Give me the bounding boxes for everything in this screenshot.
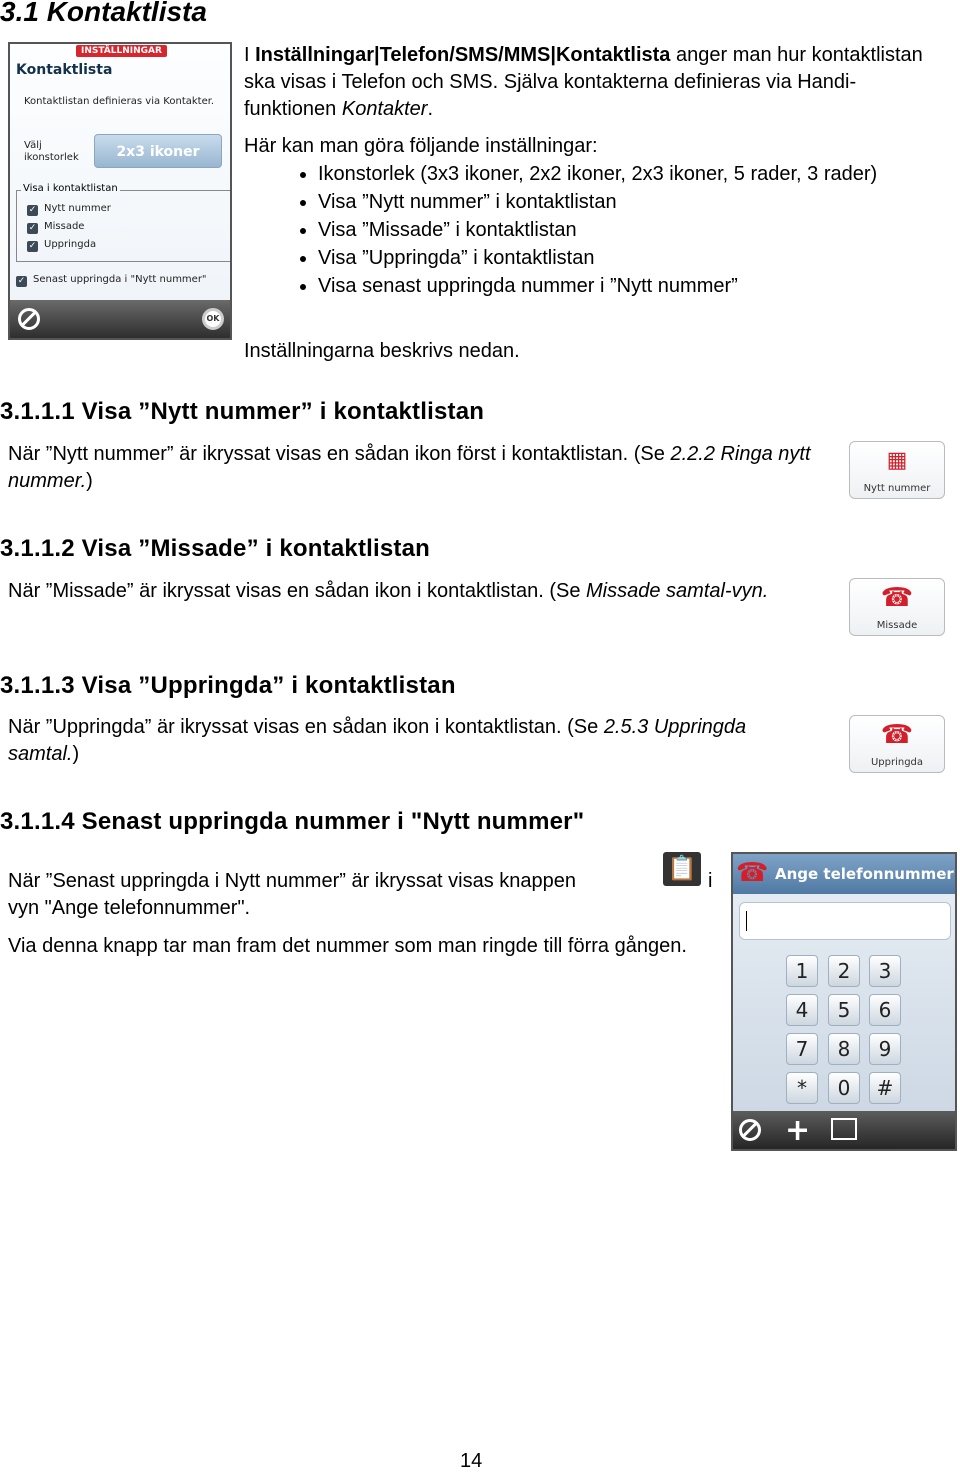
intro-paragraph: I Inställningar|Telefon/SMS/MMS|Kontaktlista anger man hur kontaktlistan ska visas i Telefon och SMS. Själva kontakterna definieras via Handi-funktionen Kontakter. bbox=[244, 44, 923, 120]
show-in-list-group bbox=[16, 183, 232, 262]
cancel-icon[interactable] bbox=[18, 308, 40, 330]
key-6[interactable]: 6 bbox=[869, 994, 901, 1026]
dial-header bbox=[733, 854, 955, 894]
key-hash[interactable]: # bbox=[869, 1072, 901, 1104]
key-1[interactable]: 1 bbox=[786, 955, 818, 987]
contacts-ref: Kontakter bbox=[341, 98, 428, 120]
checkbox-missed[interactable]: ✓ Missade bbox=[28, 221, 85, 233]
key-star[interactable]: * bbox=[786, 1072, 818, 1104]
key-5[interactable]: 5 bbox=[828, 994, 860, 1026]
section-heading: 3.1.1.1 Visa ”Nytt nummer” i kontaktlistan bbox=[0, 398, 485, 425]
phone-number-input[interactable] bbox=[739, 902, 951, 940]
choose-size-label: Välj ikonstorlek bbox=[24, 140, 79, 163]
section-heading: 3.1.1.4 Senast uppringda nummer i "Nytt nummer" bbox=[0, 808, 585, 835]
key-3[interactable]: 3 bbox=[869, 955, 901, 987]
check-icon: ✓ bbox=[17, 276, 26, 286]
definition-text: Kontaktlistan definieras via Kontakter. bbox=[24, 96, 215, 107]
section-text-2: Via denna knapp tar man fram det nummer som man ringde till förra gången. bbox=[8, 935, 687, 957]
check-icon: ✓ bbox=[28, 205, 37, 215]
new-number-tile: ▦ Nytt nummer bbox=[849, 441, 945, 499]
settings-screenshot bbox=[8, 42, 232, 340]
list-item: • Visa senast uppringda nummer i ”Nytt nummer” bbox=[318, 272, 958, 300]
section-text: När ”Uppringda” är ikryssat visas en sådan ikon i kontaktlistan. (Se 2.5.3 Uppringda samtal.) bbox=[8, 716, 747, 765]
settings-outro: Inställningarna beskrivs nedan. bbox=[244, 340, 520, 362]
check-icon: ✓ bbox=[28, 223, 37, 233]
group-label: Visa i kontaktlistan bbox=[23, 183, 118, 194]
bottom-bar bbox=[733, 1111, 955, 1149]
bottom-bar bbox=[10, 300, 230, 338]
check-icon: ✓ bbox=[28, 241, 37, 251]
missed-tile: ☎ Missade bbox=[849, 578, 945, 636]
missed-call-icon: ☎ bbox=[880, 583, 914, 613]
paste-number-icon[interactable] bbox=[831, 1118, 857, 1140]
section-text-b: vyn "Ange telefonnummer". bbox=[8, 897, 251, 919]
checkbox-new-number[interactable]: ✓ Nytt nummer bbox=[28, 203, 111, 215]
list-item: • Visa ”Nytt nummer” i kontaktlistan bbox=[318, 188, 958, 216]
key-7[interactable]: 7 bbox=[786, 1033, 818, 1065]
list-item: • Ikonstorlek (3x3 ikoner, 2x2 ikoner, 2x3 ikoner, 5 rader, 3 rader) bbox=[318, 160, 958, 188]
settings-intro: Här kan man göra följande inställningar: bbox=[244, 135, 598, 157]
page-heading: 3.1 Kontaktlista bbox=[0, 0, 207, 27]
key-9[interactable]: 9 bbox=[869, 1033, 901, 1065]
dialed-tile: ☎ Uppringda bbox=[849, 715, 945, 773]
dial-title: Ange telefonnummer bbox=[775, 865, 954, 883]
settings-path: Inställningar|Telefon/SMS/MMS|Kontaktlista bbox=[255, 44, 671, 66]
icon-size-button[interactable]: 2x3 ikoner bbox=[94, 134, 222, 168]
keypad-icon: ▦ bbox=[886, 448, 908, 473]
list-item: • Visa ”Missade” i kontaktlistan bbox=[318, 216, 958, 244]
section-heading: 3.1.1.2 Visa ”Missade” i kontaktlistan bbox=[0, 535, 431, 562]
section-text: När ”Missade” är ikryssat visas en sådan ikon i kontaktlistan. (Se Missade samtal-vyn. bbox=[8, 580, 769, 602]
phone-icon: ☎ bbox=[736, 858, 769, 888]
add-icon[interactable]: + bbox=[785, 1113, 811, 1148]
page-number: 14 bbox=[460, 1450, 483, 1472]
settings-list bbox=[280, 160, 958, 300]
clipboard-icon: 📋 bbox=[663, 852, 701, 886]
settings-tag: INSTÄLLNINGAR bbox=[76, 45, 167, 57]
section-text: När ”Nytt nummer” är ikryssat visas en sådan ikon först i kontaktlistan. (Se 2.2.2 Ringa nytt nummer.) bbox=[8, 443, 811, 492]
outgoing-call-icon: ☎ bbox=[880, 720, 914, 750]
section-text-a: När ”Senast uppringda i Nytt nummer” är ikryssat visas knappen bbox=[8, 870, 577, 892]
section-heading: 3.1.1.3 Visa ”Uppringda” i kontaktlistan bbox=[0, 672, 456, 699]
section-text-b-first: i bbox=[708, 870, 713, 892]
key-2[interactable]: 2 bbox=[828, 955, 860, 987]
list-item: • Visa ”Uppringda” i kontaktlistan bbox=[318, 244, 958, 272]
key-0[interactable]: 0 bbox=[828, 1072, 860, 1104]
ok-button[interactable]: OK bbox=[202, 308, 224, 330]
checkbox-last-called[interactable]: ✓ Senast uppringda i "Nytt nummer" bbox=[17, 274, 207, 286]
key-4[interactable]: 4 bbox=[786, 994, 818, 1026]
key-8[interactable]: 8 bbox=[828, 1033, 860, 1065]
checkbox-dialed[interactable]: ✓ Uppringda bbox=[28, 239, 97, 251]
screen-title: Kontaktlista bbox=[16, 62, 113, 78]
cancel-icon[interactable] bbox=[739, 1119, 761, 1141]
dial-screenshot bbox=[731, 852, 957, 1151]
